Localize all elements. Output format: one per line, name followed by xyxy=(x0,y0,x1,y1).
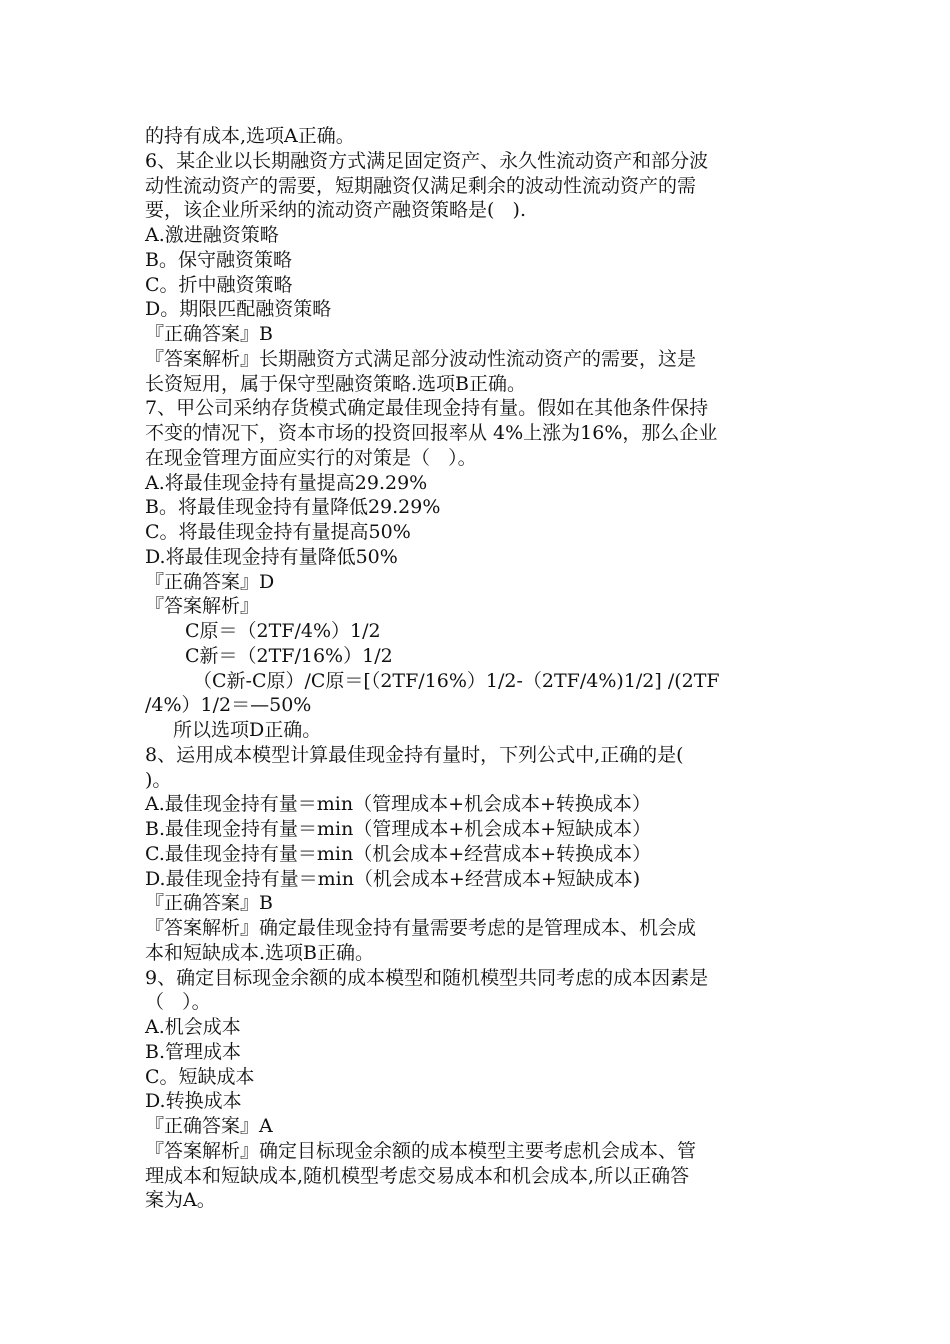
formula-line: /4%）1/2＝—50% xyxy=(145,694,312,717)
text-line: 理成本和短缺成本,随机模型考虑交易成本和机会成本,所以正确答 xyxy=(145,1164,690,1187)
text-line: 在现金管理方面应实行的对策是（ ）。 xyxy=(145,446,477,469)
option-b: B.管理成本 xyxy=(145,1040,242,1063)
option-c: C。折中融资策略 xyxy=(145,273,293,296)
option-c: C。短缺成本 xyxy=(145,1065,255,1088)
option-b: B.最佳现金持有量＝min（管理成本+机会成本+短缺成本） xyxy=(145,818,652,840)
option-d: D.将最佳现金持有量降低50% xyxy=(145,545,398,568)
text-line: 动性流动资产的需要，短期融资仅满足剩余的波动性流动资产的需 xyxy=(145,174,697,197)
text-line: 要，该企业所采纳的流动资产融资策略是( ). xyxy=(145,199,526,222)
option-d: D。期限匹配融资策略 xyxy=(145,298,332,321)
answer-explanation: 『答案解析』确定最佳现金持有量需要考虑的是管理成本、机会成 xyxy=(145,917,697,939)
option-c: C。将最佳现金持有量提高50% xyxy=(145,521,411,543)
answer-explanation: 『答案解析』长期融资方式满足部分波动性流动资产的需要，这是 xyxy=(145,347,697,370)
text-line: )。 xyxy=(145,768,172,791)
option-b: B。保守融资策略 xyxy=(145,248,292,271)
text-line: 案为A。 xyxy=(145,1189,216,1212)
formula-line: C新＝（2TF/16%）1/2 xyxy=(185,644,393,667)
text-line: 长资短用，属于保守型融资策略.选项B正确。 xyxy=(145,372,527,395)
formula-line: C原＝（2TF/4%）1/2 xyxy=(185,620,381,642)
answer-explanation: 『答案解析』 xyxy=(145,595,260,618)
question-8-stem: 8、运用成本模型计算最佳现金持有量时，下列公式中,正确的是( xyxy=(145,743,684,766)
question-7-stem: 7、甲公司采纳存货模式确定最佳现金持有量。假如在其他条件保持 xyxy=(145,397,709,420)
option-d: D.最佳现金持有量＝min（机会成本+经营成本+短缺成本) xyxy=(145,867,641,890)
text-line: 所以选项D正确。 xyxy=(173,719,322,741)
question-9-stem: 9、确定目标现金余额的成本模型和随机模型共同考虑的成本因素是 xyxy=(145,966,709,989)
option-b: B。将最佳现金持有量降低29.29% xyxy=(145,496,441,519)
option-d: D.转换成本 xyxy=(145,1090,242,1113)
text-line: （ ）。 xyxy=(145,991,211,1014)
formula-line: （C新-C原）/C原＝[（2TF/16%）1/2-（2TF/4%)1/2] /(2TF xyxy=(193,669,720,692)
text-line: 不变的情况下，资本市场的投资回报率从 4%上涨为16%，那么企业 xyxy=(145,422,718,444)
text-line: 本和短缺成本.选项B正确。 xyxy=(145,941,375,964)
correct-answer: 『正确答案』A xyxy=(145,1115,273,1137)
option-c: C.最佳现金持有量＝min（机会成本+经营成本+转换成本） xyxy=(145,842,652,865)
document-body xyxy=(145,124,810,1213)
answer-explanation: 『答案解析』确定目标现金余额的成本模型主要考虑机会成本、管 xyxy=(145,1139,697,1162)
option-a: A.最佳现金持有量＝min（管理成本+机会成本+转换成本） xyxy=(145,793,651,816)
text-line: 的持有成本,选项A正确。 xyxy=(145,125,355,147)
question-6-stem: 6、某企业以长期融资方式满足固定资产、永久性流动资产和部分波 xyxy=(145,149,709,172)
option-a: A.将最佳现金持有量提高29.29% xyxy=(145,471,428,494)
option-a: A.机会成本 xyxy=(145,1016,241,1038)
correct-answer: 『正确答案』B xyxy=(145,892,273,915)
option-a: A.激进融资策略 xyxy=(145,224,279,246)
correct-answer: 『正确答案』B xyxy=(145,323,273,345)
correct-answer: 『正确答案』D xyxy=(145,570,275,593)
